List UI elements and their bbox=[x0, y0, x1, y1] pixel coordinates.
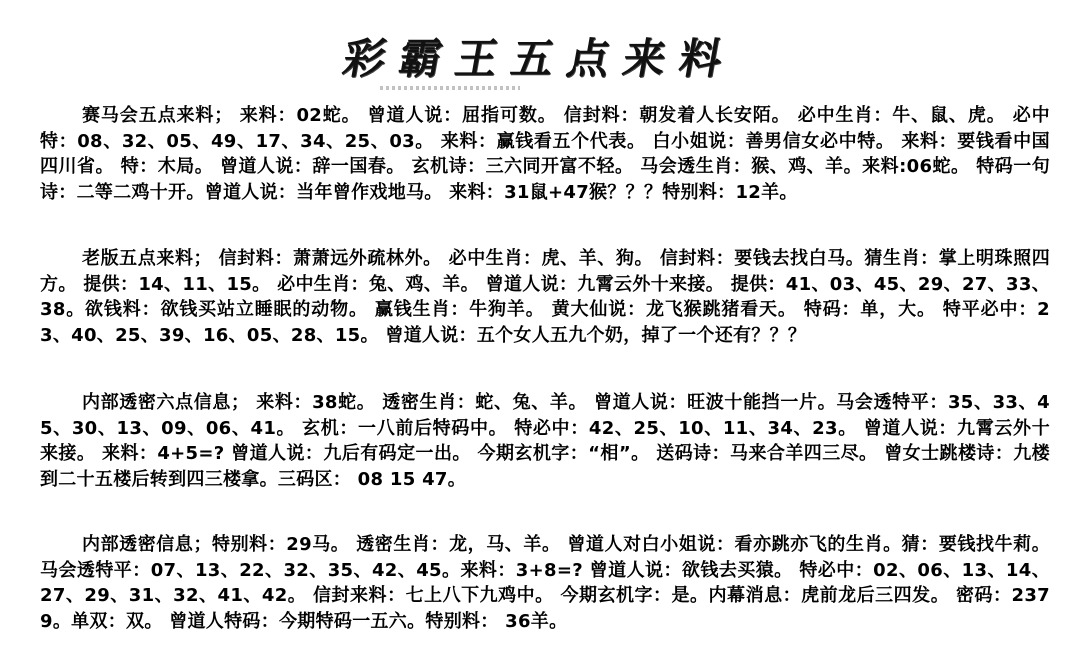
title-decoration bbox=[380, 86, 520, 90]
section-neibu-info: 内部透密信息；特别料：29马。 透密生肖：龙，马、羊。 曾道人对白小姐说：看亦跳亦飞的生肖。猜：要钱找牛莉。马会透特平：07、13、22、32、35、42、45。来料：3+8=? 曾道人说：欲钱去买猿。 特必中：02、06、13、14、27、29、31、32、41、42。 信封来料：七上八下九鸡中。 今期玄机字：是。内幕消息：虎前龙后三四发。 密码：2379。单双：双。 曾道人特码：今期特码一五六。特别料： 36羊。 bbox=[40, 534, 1050, 632]
section-laoban: 老版五点来料； 信封料：萧萧远外疏林外。 必中生肖：虎、羊、狗。 信封料：要钱去找白马。猜生肖：掌上明珠照四方。 提供：14、11、15。 必中生肖：兔、鸡、羊。 曾道人说：九霄云外十来接。 提供：41、03、45、29、27、33、38。欲钱料：欲钱买站立睡眠的动物。 赢钱生肖：牛狗羊。 黄大仙说：龙飞猴跳猪看天。 特码：单，大。 特平必中：23、40、25、39、16、05、28、15。 曾道人说：五个女人五九个奶，掉了一个还有？？？ bbox=[40, 248, 1050, 346]
section-saimahui: 赛马会五点来料； 来料：02蛇。 曾道人说：屈指可数。 信封料：朝发着人长安陌。 必中生肖：牛、鼠、虎。 必中特：08、32、05、49、17、34、25、03。 来料：赢钱看五个代表。 白小姐说：善男信女必中特。 来料：要钱看中国四川省。 特：木局。 曾道人说：辞一国春。 玄机诗：三六同开富不轻。 马会透生肖：猴、鸡、羊。来料:06蛇。 特码一句诗：二等二鸡十开。曾道人说：当年曾作戏地马。 来料：31鼠+47猴？？？特别料：12羊。 bbox=[40, 105, 1050, 203]
page-title: 彩霸王五点来料 bbox=[339, 34, 740, 83]
section-neibu-six: 内部透密六点信息； 来料：38蛇。 透密生肖：蛇、兔、羊。 曾道人说：旺波十能挡一片。马会透特平：35、33、45、30、13、09、06、41。 玄机：一八前后特码中。 特必中：42、25、10、11、34、23。 曾道人说：九霄云外十来接。 来料：4+5=? 曾道人说：九后有码定一出。 今期玄机字：“相”。 送码诗：马来合羊四三尽。 曾女士跳楼诗：九楼到二十五楼后转到四三楼拿。三码区： 08 15 47。 bbox=[40, 392, 1050, 490]
